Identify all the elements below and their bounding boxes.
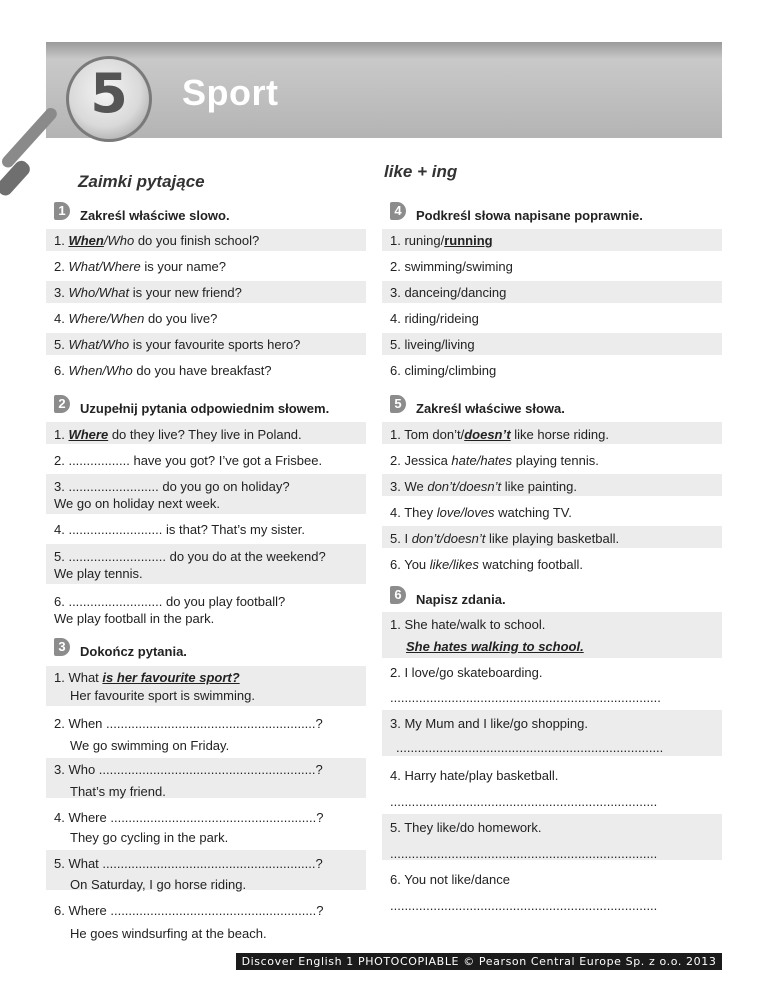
ex4-item: 2. swimming/swiming	[390, 259, 513, 274]
ex3-answer: They go cycling in the park.	[70, 830, 229, 845]
exercise-2-instruction: Uzupełnij pytania odpowiednim słowem.	[80, 401, 330, 416]
ex2-item-answer: We go on holiday next week.	[54, 496, 220, 511]
ex4-item: 1. runing/running	[390, 233, 493, 248]
exercise-3-instruction: Dokończ pytania.	[80, 644, 187, 659]
ex2-item: 2. ................. have you got? I’ve got a Frisbee.	[54, 453, 323, 468]
right-section-title: like + ing	[384, 162, 458, 181]
ex3-question: 5. What ...........................................................?	[54, 856, 323, 871]
exercise-5-badge: 5	[390, 395, 406, 413]
ex6-prompt: 5. They like/do homework.	[390, 820, 542, 835]
ex3-question: 3. Who ............................................................?	[54, 762, 323, 777]
ex2-item: 5. ........................... do you do at the weekend?	[54, 549, 326, 564]
ex3-question: 4. Where .........................................................?	[54, 810, 324, 825]
exercise-4-instruction: Podkreśl słowa napisane poprawnie.	[416, 208, 643, 223]
exercise-1-badge: 1	[54, 202, 70, 220]
exercise-1-instruction: Zakreśl właściwe slowo.	[80, 208, 230, 223]
ex2-item: 4. .......................... is that? That’s my sister.	[54, 522, 305, 537]
ex5-item: 1. Tom don’t/doesn’t like horse riding.	[390, 427, 609, 442]
ex6-answer-line[interactable]: ..........................................................................	[390, 846, 658, 861]
ex6-prompt: 3. My Mum and I like/go shopping.	[390, 716, 588, 731]
ex1-item: 1. When/Who do you finish school?	[54, 233, 260, 248]
ex1-item: 2. What/Where is your name?	[54, 259, 226, 274]
ex4-item: 3. danceing/dancing	[390, 285, 507, 300]
ex5-item: 3. We don’t/doesn’t like painting.	[390, 479, 577, 494]
ex6-example-answer: She hates walking to school.	[406, 639, 584, 654]
ex6-answer-line[interactable]: ..........................................................................	[390, 898, 658, 913]
unit-number: 5	[90, 62, 128, 125]
ex1-item: 3. Who/What is your new friend?	[54, 285, 242, 300]
ex2-item: 6. .......................... do you play football?	[54, 594, 286, 609]
ex2-item-answer: We play tennis.	[54, 566, 143, 581]
ex2-item-answer: We play football in the park.	[54, 611, 215, 626]
unit-title: Sport	[182, 72, 279, 113]
ex3-answer: Her favourite sport is swimming.	[70, 688, 255, 703]
ex2-item: 1. Where do they live? They live in Poland.	[54, 427, 302, 442]
ex5-item: 4. They love/loves watching TV.	[390, 505, 572, 520]
ex4-item: 6. climing/climbing	[390, 363, 497, 378]
ex3-answer: On Saturday, I go horse riding.	[70, 877, 247, 892]
ex6-answer-line[interactable]: ...........................................................................	[390, 690, 661, 705]
ex1-item: 4. Where/When do you live?	[54, 311, 218, 326]
ex1-item: 5. What/Who is your favourite sports hero?	[54, 337, 301, 352]
ex6-prompt: 2. I love/go skateboarding.	[390, 665, 543, 680]
ex3-question: 6. Where .........................................................?	[54, 903, 324, 918]
exercise-6-instruction: Napisz zdania.	[416, 592, 506, 607]
ex6-prompt: 6. You not like/dance	[390, 872, 510, 887]
exercise-4-badge: 4	[390, 202, 406, 220]
copyright-footer: Discover English 1 PHOTOCOPIABLE © Pearson Central Europe Sp. z o.o. 2013	[236, 953, 722, 970]
ex1-item: 6. When/Who do you have breakfast?	[54, 363, 272, 378]
ex6-answer-line[interactable]: ..........................................................................	[390, 794, 658, 809]
exercise-6-badge: 6	[390, 586, 406, 604]
ex2-item: 3. ......................... do you go on holiday?	[54, 479, 290, 494]
left-section-title: Zaimki pytające	[78, 172, 205, 191]
ex3-question: 2. When ..........................................................?	[54, 716, 323, 731]
ex3-question: 1. What is her favourite sport?	[54, 670, 240, 685]
ex3-answer: We go swimming on Friday.	[70, 738, 230, 753]
ex5-item: 5. I don’t/doesn’t like playing basketball.	[390, 531, 620, 546]
ex6-prompt: 1. She hate/walk to school.	[390, 617, 546, 632]
ex4-item: 5. liveing/living	[390, 337, 475, 352]
ex6-prompt: 4. Harry hate/play basketball.	[390, 768, 559, 783]
ex3-answer: That’s my friend.	[70, 784, 166, 799]
ex5-item: 6. You like/likes watching football.	[390, 557, 583, 572]
ex4-item: 4. riding/rideing	[390, 311, 479, 326]
exercise-5-instruction: Zakreśl właściwe słowa.	[416, 401, 565, 416]
ex6-answer-line[interactable]: ..........................................................................	[396, 740, 664, 755]
ex3-answer: He goes windsurfing at the beach.	[70, 926, 267, 941]
exercise-2-badge: 2	[54, 395, 70, 413]
exercise-3-badge: 3	[54, 638, 70, 656]
ex5-item: 2. Jessica hate/hates playing tennis.	[390, 453, 599, 468]
